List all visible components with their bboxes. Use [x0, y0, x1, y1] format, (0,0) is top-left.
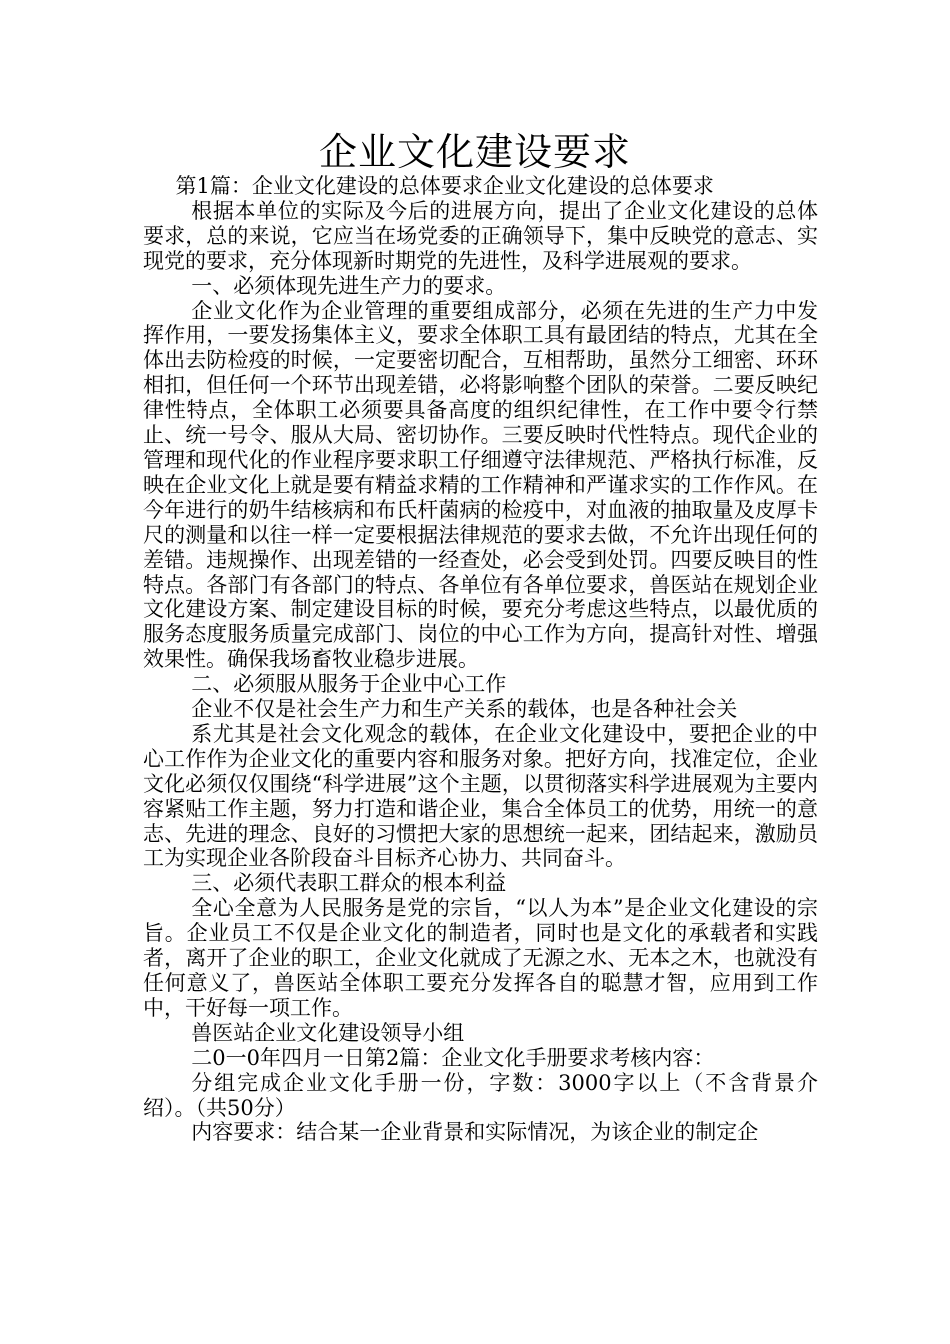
paragraph-point-1: 企业文化作为企业管理的重要组成部分，必须在先进的生产力中发挥作用，一要发扬集体主义，要求全体职工具有最团结的特点，尤其在全体出去防检疫的时候，一定要密切配合，互相帮助，虽然分工细密、环环相扣，但任何一个环节出现差错，必将影响整个团队的荣誉。二要反映纪律性特点，全体职工必须要具备高度的组织纪律性，在工作中要令行禁止、统一号令、服从大局、密切协作。三要反映时代性特点。现代企业的管理和现代化的作业程序要求职工仔细遵守法律规范、严格执行标准，反映在企业文化上就是要有精益求精的工作精神和严谨求实的工作作风。在今年进行的奶牛结核病和布氏杆菌病的检疫中，对血液的抽取量及皮厚卡尺的测量和以往一样一定要根据法律规范的要求去做，不允许出现任何的差错。违规操作、出现差错的一经查处，必会受到处罚。四要反映目的性特点。各部门有各部门的特点、各单位有各单位要求，兽医站在规划企业文化建设方案、制定建设目标的时候，要充分考虑这些特点，以最优质的服务态度服务质量完成部门、岗位的中心工作为方向，提高针对性、增强效果性。确保我场畜牧业稳步进展。 — [143, 298, 818, 672]
paragraph-content-requirements: 内容要求：结合某一企业背景和实际情况，为该企业的制定企 — [191, 1120, 759, 1145]
paragraph-handbook-task: 分组完成企业文化手册一份，字数：3000字以上（不含背景介绍）。（共50分） — [143, 1070, 818, 1120]
heading-point-1: 一、必须体现先进生产力的要求。 — [191, 273, 507, 298]
paragraph-point-2: 系尤其是社会文化观念的载体，在企业文化建设中，要把企业的中心工作作为企业文化的重要内容和服务对象。把好方向，找准定位，企业文化必须仅仅围绕“科学进展”这个主题，以贯彻落实科学进展观为主要内容紧贴工作主题，努力打造和谐企业，集合全体员工的优势，用统一的意志、先进的理念、良好的习惯把大家的思想统一起来，团结起来，激励员工为实现企业各阶段奋斗目标齐心协力、共同奋斗。 — [143, 721, 818, 871]
signature-group: 兽医站企业文化建设领导小组 — [191, 1020, 465, 1045]
heading-point-2: 二、必须服从服务于企业中心工作 — [191, 672, 507, 697]
document-title: 企业文化建设要求 — [318, 130, 631, 174]
paragraph-point-2-line-1: 企业不仅是社会生产力和生产关系的载体，也是各种社会关 — [191, 697, 738, 722]
heading-point-3: 三、必须代表职工群众的根本利益 — [191, 871, 507, 896]
paragraph-point-3: 全心全意为人民服务是党的宗旨，“以人为本”是企业文化建设的宗旨。企业员工不仅是企业文化的制造者，同时也是文化的承载者和实践者，离开了企业的职工，企业文化就成了无源之水、无本之木，也就没有任何意义了，兽医站全体职工要充分发挥各自的聪慧才智，应用到工作中，干好每一项工作。 — [143, 896, 818, 1020]
document-body — [143, 174, 818, 1145]
date-and-part-2-heading: 二0一0年四月一日第2篇：企业文化手册要求考核内容： — [191, 1045, 715, 1070]
section-heading-part-1: 第1篇：企业文化建设的总体要求企业文化建设的总体要求 — [175, 174, 714, 198]
paragraph-overall-requirements: 根据本单位的实际及今后的进展方向，提出了企业文化建设的总体要求，总的来说，它应当在场党委的正确领导下，集中反映党的意志、实现党的要求，充分体现新时期党的先进性，及科学进展观的要求。 — [143, 198, 818, 273]
